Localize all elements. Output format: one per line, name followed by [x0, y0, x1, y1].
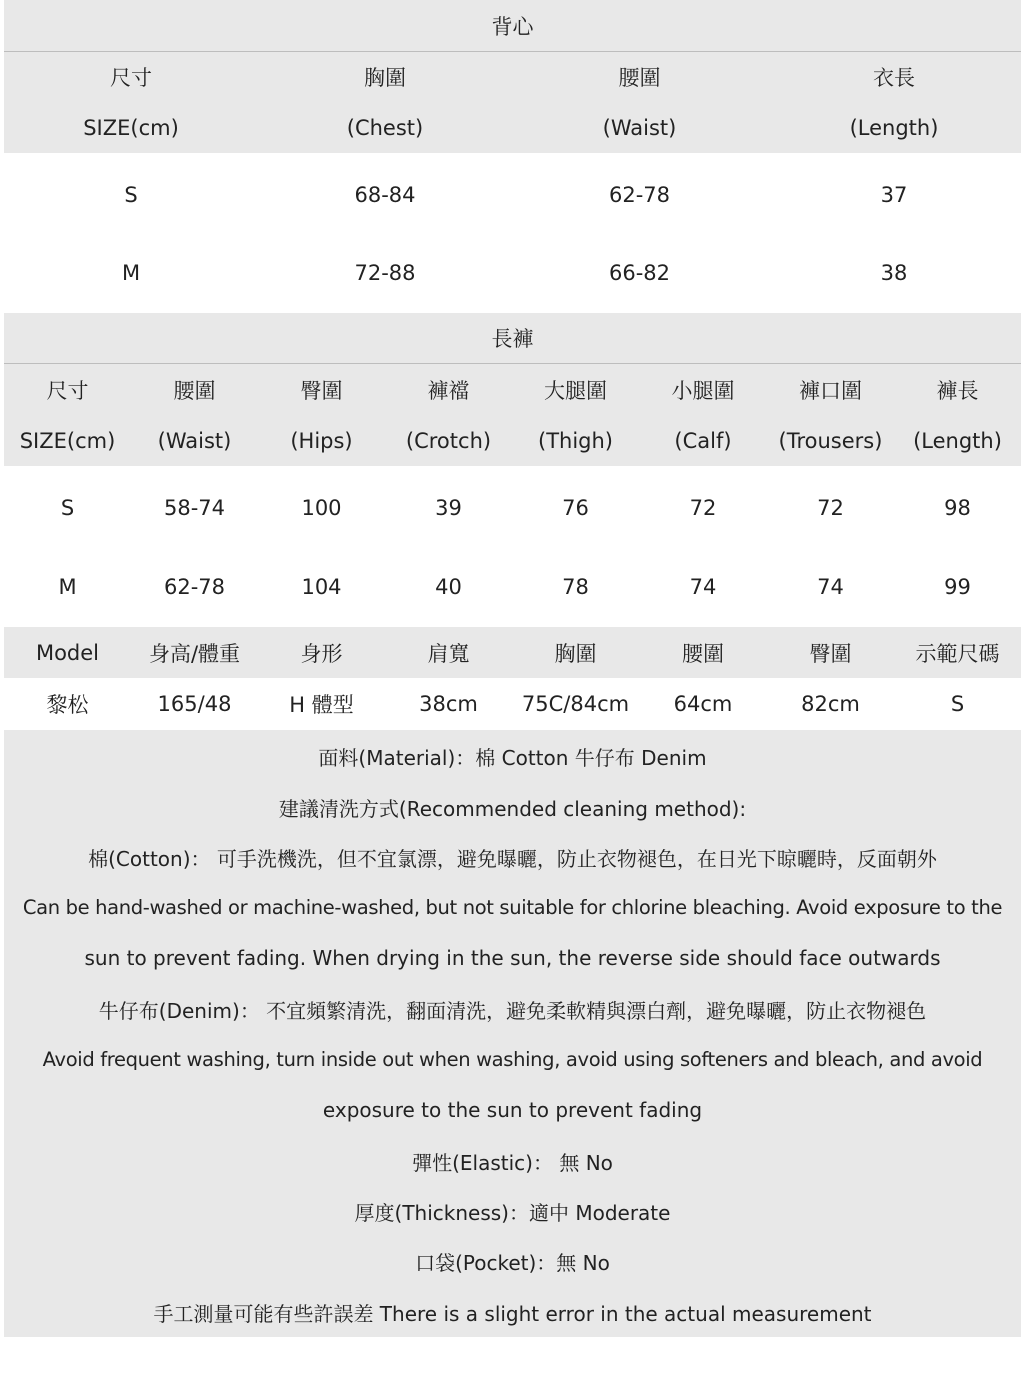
pants-header-length: 褲長: [936, 378, 979, 403]
pants-header-hips-en: (Hips): [290, 428, 353, 453]
pants-thigh: 78: [562, 575, 589, 599]
pants-header-trousers-en: (Trousers): [778, 428, 883, 453]
thickness-line: 厚度(Thickness)：適中 Moderate: [354, 1200, 671, 1225]
pants-header-calf: 小腿圍: [671, 378, 735, 403]
pants-length: 98: [944, 496, 971, 520]
pants-header-thigh: 大腿圍: [544, 378, 607, 403]
vest-length: 38: [880, 261, 908, 285]
denim-care-en-1: Avoid frequent washing, turn inside out when washing, avoid using softeners and bleach, and avoid: [42, 1047, 983, 1071]
pants-waist: 58-74: [163, 496, 226, 520]
pants-thigh: 76: [562, 496, 589, 520]
pants-calf: 72: [689, 496, 717, 520]
vest-chest: 68-84: [354, 183, 416, 207]
vest-chest: 72-88: [354, 261, 416, 285]
pants-section: [4, 313, 1021, 466]
pants-header-trousers: 褲口圍: [799, 378, 862, 403]
pants-calf: 74: [689, 575, 717, 599]
model-header-height-weight: 身高/體重: [148, 641, 241, 666]
vest-header-waist-en: (Waist): [602, 116, 677, 140]
model-hips: 82cm: [801, 691, 860, 716]
pants-header-size-en: SIZE(cm): [19, 428, 116, 453]
vest-header-chest-en: (Chest): [346, 116, 424, 140]
model-chest: 75C/84cm: [521, 691, 630, 716]
pants-header-cn-row: [4, 364, 1021, 415]
vest-length: 37: [880, 183, 908, 207]
material-line: 面料(Material)：棉 Cotton 牛仔布 Denim: [318, 745, 707, 770]
pants-size: M: [58, 575, 77, 599]
model-height-weight: 165/48: [157, 691, 232, 716]
pants-header-crotch: 褲襠: [427, 378, 470, 403]
elastic-line: 彈性(Elastic)： 無 No: [412, 1150, 613, 1175]
vest-header-chest: 胸圍: [364, 66, 406, 90]
model-header-waist: 腰圍: [682, 641, 724, 666]
model-values-row: [4, 678, 1021, 729]
vest-header-cn-row: [4, 52, 1021, 102]
pants-waist: 62-78: [163, 575, 226, 599]
vest-waist: 62-78: [608, 183, 671, 207]
pants-header-length-en: (Length): [913, 428, 1002, 453]
pants-header-calf-en: (Calf): [674, 428, 732, 453]
model-header-hips: 臀圍: [809, 641, 852, 666]
model-waist: 64cm: [673, 691, 733, 716]
pants-size: S: [60, 496, 75, 520]
model-header-shoulder: 肩寬: [427, 641, 470, 666]
pants-header-waist-en: (Waist): [157, 428, 232, 453]
pants-crotch: 40: [435, 575, 462, 599]
vest-size: M: [121, 261, 141, 285]
pants-length: 99: [944, 575, 971, 599]
model-header-chest: 胸圍: [554, 641, 597, 666]
vest-header-size-en: SIZE(cm): [83, 116, 179, 140]
pants-title: 長褲: [491, 327, 534, 351]
measurement-note: 手工測量可能有些許誤差 There is a slight error in the actual measurement: [153, 1301, 872, 1326]
table-row: [4, 548, 1021, 626]
vest-size: S: [124, 183, 138, 207]
vest-header-en-row: [4, 103, 1021, 153]
model-size-worn: S: [950, 691, 965, 716]
vest-header-length: 衣長: [873, 66, 915, 90]
model-header-size-worn: 示範尺碼: [915, 641, 1000, 666]
pants-trousers: 72: [817, 496, 844, 520]
pants-header-en-row: [4, 415, 1021, 466]
vest-section: [4, 0, 1021, 153]
model-name: 黎松: [46, 692, 89, 717]
vest-waist: 66-82: [608, 261, 671, 285]
cotton-care-en-2: sun to prevent fading. When drying in the sun, the reverse side should face outwards: [84, 946, 941, 970]
model-header-name: Model: [35, 640, 100, 665]
cleaning-method-heading: 建議清洗方式(Recommended cleaning method):: [278, 796, 747, 821]
model-body-shape: H 體型: [289, 692, 354, 717]
pants-header-hips: 臀圍: [300, 378, 343, 403]
denim-care-en-2: exposure to the sun to prevent fading: [322, 1098, 703, 1122]
table-row: [4, 468, 1021, 548]
pants-hips: 100: [301, 496, 342, 520]
vest-header-length-en: (Length): [849, 116, 939, 140]
pocket-line: 口袋(Pocket)：無 No: [415, 1250, 610, 1275]
vest-title: 背心: [491, 14, 534, 39]
cotton-care-cn: 棉(Cotton)： 可手洗機洗，但不宜氯漂，避免曝曬，防止衣物褪色，在日光下晾曬時，反面朝外: [88, 846, 937, 871]
pants-header-waist: 腰圍: [173, 378, 216, 403]
pants-header-thigh-en: (Thigh): [538, 428, 613, 453]
model-shoulder: 38cm: [419, 691, 478, 716]
pants-header-size: 尺寸: [46, 378, 89, 403]
table-row: [4, 156, 1021, 234]
model-header-body-shape: 身形: [300, 641, 343, 666]
cotton-care-en-1: Can be hand-washed or machine-washed, but not suitable for chlorine bleaching. Avoid exposure to the: [22, 895, 1003, 919]
table-row: [4, 234, 1021, 312]
vest-header-size: 尺寸: [110, 66, 152, 90]
pants-header-crotch-en: (Crotch): [405, 428, 492, 453]
model-header-row: [4, 627, 1021, 678]
denim-care-cn: 牛仔布(Denim)： 不宜頻繁清洗，翻面清洗，避免柔軟精與漂白劑，避免曝曬，防止衣物褪色: [98, 998, 927, 1023]
pants-hips: 104: [301, 575, 342, 599]
vest-header-waist: 腰圍: [618, 66, 661, 90]
fabric-care-section: [4, 730, 1021, 1337]
pants-trousers: 74: [817, 575, 844, 599]
pants-crotch: 39: [435, 496, 462, 520]
